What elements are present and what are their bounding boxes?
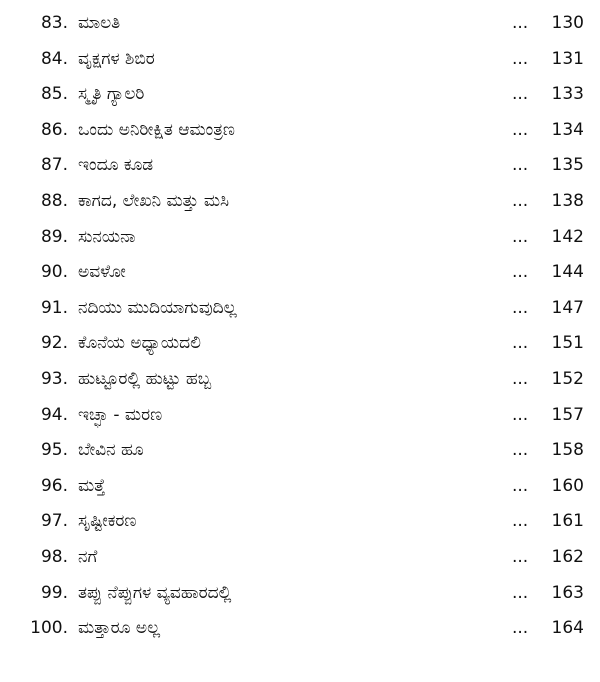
entry-title: ಸೃಷ್ಟೀಕರಣ xyxy=(78,511,137,532)
toc-entry-94 xyxy=(0,398,600,434)
dot-leader: ... xyxy=(512,226,529,247)
dot-leader: ... xyxy=(512,262,529,283)
entry-number: 93. xyxy=(40,368,68,389)
entry-title: ಕಾಗದ, ಲೇಖನಿ ಮತ್ತು ಮಸಿ xyxy=(78,190,230,211)
toc-entry-84 xyxy=(0,42,600,78)
entry-title: ನದಿಯು ಮುದಿಯಾಗುವುದಿಲ್ಲ xyxy=(78,297,237,318)
toc-entry-88 xyxy=(0,184,600,220)
entry-number: 96. xyxy=(40,475,68,496)
dot-leader: ... xyxy=(512,404,529,425)
toc-entry-87 xyxy=(0,148,600,184)
dot-leader: ... xyxy=(512,13,529,33)
entry-number: 83. xyxy=(40,13,68,33)
toc-entry-89 xyxy=(0,220,600,256)
page-number: 130 xyxy=(551,13,584,33)
dot-leader: ... xyxy=(512,546,529,567)
entry-number: 87. xyxy=(40,155,68,176)
page-number: 134 xyxy=(551,119,584,140)
dot-leader: ... xyxy=(512,190,529,211)
dot-leader: ... xyxy=(512,618,529,639)
toc-entry-86 xyxy=(0,113,600,149)
page-number: 161 xyxy=(551,511,584,532)
entry-number: 95. xyxy=(40,440,68,461)
entry-title: ಮತ್ತೆ xyxy=(78,475,106,496)
table-of-contents xyxy=(0,6,600,647)
dot-leader: ... xyxy=(512,368,529,389)
entry-number: 99. xyxy=(40,582,68,603)
entry-number: 89. xyxy=(40,226,68,247)
entry-title: ವೃಕ್ಷಗಳ ಶಿಬಿರ xyxy=(78,48,155,69)
entry-number: 86. xyxy=(40,119,68,140)
entry-title: ತಪ್ಪು ನೆಪ್ಪುಗಳ ವ್ಯವಹಾರದಲ್ಲಿ xyxy=(78,582,232,603)
toc-entry-83 xyxy=(0,6,600,42)
dot-leader: ... xyxy=(512,333,529,354)
page-number: 164 xyxy=(551,618,584,639)
toc-entry-96 xyxy=(0,469,600,505)
dot-leader: ... xyxy=(512,119,529,140)
toc-entry-85 xyxy=(0,77,600,113)
entry-number: 88. xyxy=(40,190,68,211)
dot-leader: ... xyxy=(512,48,529,69)
entry-number: 91. xyxy=(40,297,68,318)
toc-entry-91 xyxy=(0,291,600,327)
entry-number: 97. xyxy=(40,511,68,532)
entry-number: 98. xyxy=(40,546,68,567)
page-number: 158 xyxy=(551,440,584,461)
entry-title: ಸ್ಮೃತಿ ಗ್ಯಾಲರಿ xyxy=(78,84,145,105)
entry-title: ಅವಳೋ xyxy=(78,262,126,283)
page-number: 144 xyxy=(551,262,584,283)
toc-entry-93 xyxy=(0,362,600,398)
page-number: 147 xyxy=(551,297,584,318)
entry-number: 92. xyxy=(40,333,68,354)
page-number: 133 xyxy=(551,84,584,105)
page-number: 157 xyxy=(551,404,584,425)
toc-entry-100 xyxy=(0,611,600,647)
dot-leader: ... xyxy=(512,297,529,318)
entry-title: ಹುಟ್ಟೂರಲ್ಲಿ ಹುಟ್ಟು ಹಬ್ಬ xyxy=(78,368,212,389)
page-number: 142 xyxy=(551,226,584,247)
dot-leader: ... xyxy=(512,84,529,105)
toc-entry-90 xyxy=(0,255,600,291)
entry-title: ಮಾಲತಿ xyxy=(78,13,121,33)
toc-entry-97 xyxy=(0,504,600,540)
page-number: 138 xyxy=(551,190,584,211)
entry-title: ಬೇವಿನ ಹೂ xyxy=(78,440,144,461)
entry-title: ಮತ್ತಾರೂ ಅಲ್ಲ xyxy=(78,618,161,639)
entry-number: 84. xyxy=(40,48,68,69)
entry-title: ಇಚ್ಛಾ - ಮರಣ xyxy=(78,404,163,425)
dot-leader: ... xyxy=(512,475,529,496)
toc-entry-98 xyxy=(0,540,600,576)
page-number: 135 xyxy=(551,155,584,176)
page-number: 160 xyxy=(551,475,584,496)
dot-leader: ... xyxy=(512,511,529,532)
entry-title: ಕೊನೆಯ ಅಧ್ಯಾಯದಲಿ xyxy=(78,333,201,354)
page-number: 163 xyxy=(551,582,584,603)
dot-leader: ... xyxy=(512,155,529,176)
entry-number: 100. xyxy=(30,618,68,639)
toc-entry-92 xyxy=(0,326,600,362)
entry-title: ಒಂದು ಅನಿರೀಕ್ಷಿತ ಆಮಂತ್ರಣ xyxy=(78,119,235,140)
page-number: 131 xyxy=(551,48,584,69)
page-number: 151 xyxy=(551,333,584,354)
toc-entry-95 xyxy=(0,433,600,469)
entry-number: 94. xyxy=(40,404,68,425)
dot-leader: ... xyxy=(512,440,529,461)
entry-number: 85. xyxy=(40,84,68,105)
page-number: 162 xyxy=(551,546,584,567)
dot-leader: ... xyxy=(512,582,529,603)
entry-title: ಸುನಯನಾ xyxy=(78,226,136,247)
entry-title: ಇಂದೂ ಕೂಡ xyxy=(78,155,154,176)
page-number: 152 xyxy=(551,368,584,389)
toc-entry-99 xyxy=(0,576,600,612)
entry-title: ನಗೆ xyxy=(78,546,98,567)
entry-number: 90. xyxy=(40,262,68,283)
